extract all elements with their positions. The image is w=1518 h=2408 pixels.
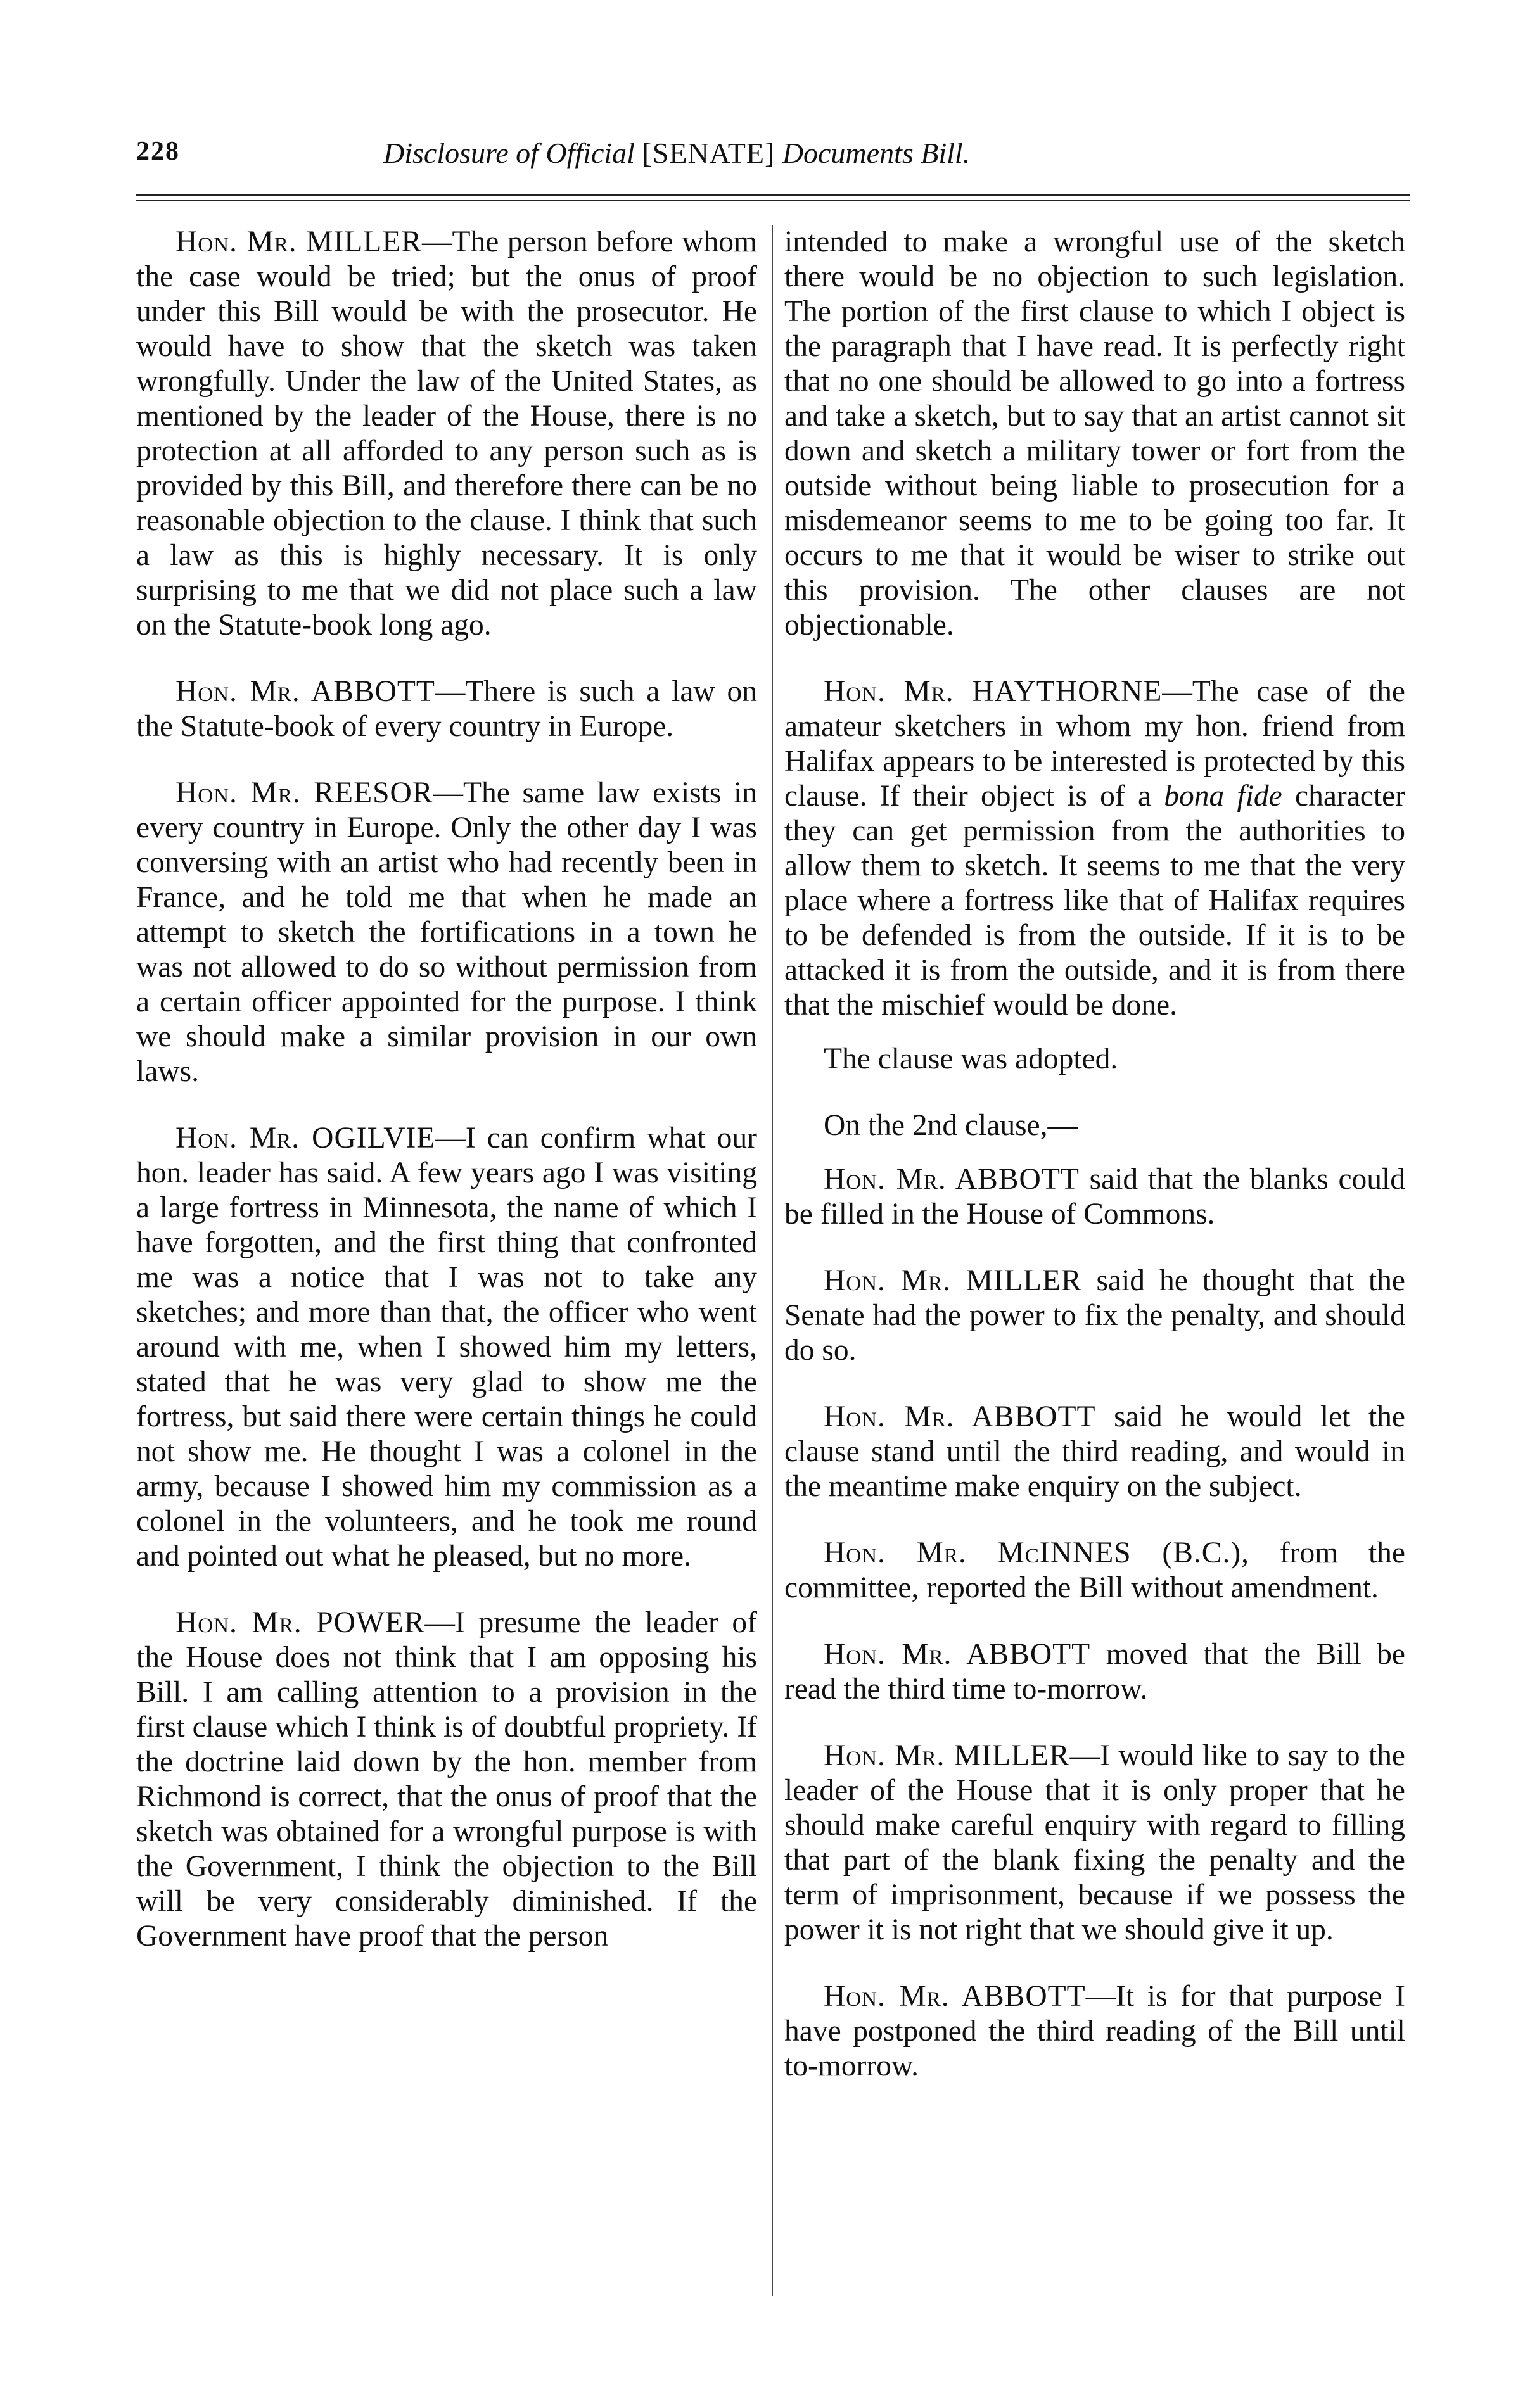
speech-haythorne [784,675,1405,1023]
speech-text: —The case of the amateur sketchers in whom my hon. friend from Halifax appears to be interested is protected by this clause. If their object is of a [784,675,1405,813]
header-rule-top [136,194,1410,196]
header-rule-bottom [136,200,1410,201]
speaker-name: Hon. Mr. OGILVIE [175,1122,436,1155]
page-number: 228 [136,137,180,166]
title-after: Documents Bill. [782,137,971,169]
speech-text: —The same law exists in every country in Europe. Only the other day I was conversing with an artist who had recently been in France, and he told me that when he made an attempt to sketch the fortifications in a town he was not allowed to do so without permission from a certain officer appointed for the purpose. I think we should make a similar provision in our own laws. [136,776,757,1088]
speech-text: from the committee, reported the Bill without amendment. [784,1537,1405,1604]
speaker-name: Hon. Mr. MILLER [824,1739,1070,1772]
speaker-name: Hon. Mr. HAYTHORNE [824,675,1163,708]
speaker-name: Hon. Mr. McINNES (B.C.), [824,1537,1250,1569]
speaker-name: Hon. Mr. REESOR [175,776,433,809]
speaker-name: Hon. Mr. ABBOTT [824,1163,1080,1196]
speaker-name: Hon. Mr. ABBOTT [824,1400,1096,1433]
speech-text: —It is for that purpose I have postponed the third reading of the Bill until to-morrow. [784,1980,1405,2082]
column-divider [772,225,773,2296]
speech-abbott-enquiry [784,1400,1405,1504]
speech-mcinnes [784,1536,1405,1606]
speech-abbott-postponed [784,1979,1405,2084]
speaker-name: Hon. Mr. ABBOTT [175,675,435,708]
second-clause-heading: On the 2nd clause,— [824,1109,1078,1142]
running-header [136,136,1403,182]
speech-miller-penalty [784,1264,1405,1368]
speech-text: moved that the Bill be read the third time to-morrow. [784,1638,1405,1706]
speech-text: —I would like to say to the leader of the House that it is only proper that he should make careful enquiry with regard to filling that part of the blank fixing the penalty and the term of imprisonment, because if we possess the power it is not right that we should give it up. [784,1739,1405,1946]
speech-abbott-blanks [784,1162,1405,1232]
right-column [784,225,1405,2309]
speech-text: said that the blanks could be filled in the House of Commons. [784,1163,1405,1231]
speech-italic-phrase: bona fide [1164,780,1282,813]
speech-power [136,1606,757,1954]
left-column [136,225,757,2309]
speech-miller [136,225,757,643]
speech-power-continued: intended to make a wrongful use of the sketch there would be no objection to such legislation. The portion of the first clause to which I object is the paragraph that I have read. It is perfectly right that no one should be allowed to go into a fortress and take a sketch, but to say that an artist cannot sit down and sketch a military tower or fort from the outside without being liable to prosecution for a misdemeanor seems to me to be going too far. It occurs to me that it would be wiser to strike out this provision. The other clauses are not objectionable. [784,225,1405,642]
speech-reesor [136,776,757,1089]
speech-ogilvie [136,1121,757,1574]
speech-abbott-third-reading [784,1637,1405,1707]
speaker-name: Hon. Mr. ABBOTT [824,1638,1091,1671]
speech-text: —I can confirm what our hon. leader has said. A few years ago I was visiting a large fortress in Minnesota, the name of which I have forgotten, and the first thing that confronted me was a notice that I was not to take any sketches; and more than that, the officer who went around with me, when I showed him my letters, stated that he was very glad to show me the fortress, but said there were certain things he could not show me. He thought I was a colonel in the army, because I showed him my commission as a colonel in the volunteers, and he took me round and pointed out what he pleased, but no more. [136,1122,757,1573]
speech-text: —I presume the leader of the House does not think that I am opposing his Bill. I am calling attention to a provision in the first clause which I think is of doubtful propriety. If the doctrine laid down by the hon. member from Richmond is correct, that the onus of proof that the sketch was obtained for a wrongful purpose is with the Government, I think the objection to the Bill will be very considerably diminished. If the Government have proof that the person [136,1606,757,1953]
speech-text: —The person before whom the case would be tried; but the onus of proof under this Bill would be with the prosecutor. He would have to show that the sketch was taken wrongfully. Under the law of the United States, as mentioned by the leader of the House, there is no protection at all afforded to any person such as is provided by this Bill, and therefore there can be no reasonable objection to the clause. I think that such a law as this is highly necessary. It is only surprising to me that we did not place such a law on the Statute-book long ago. [136,225,757,642]
speaker-name: Hon. Mr. ABBOTT [824,1980,1086,2013]
title-house: [SENATE] [642,137,775,169]
speech-miller-enquiry [784,1739,1405,1948]
speech-text: said he thought that the Senate had the power to fix the penalty, and should do so. [784,1264,1405,1367]
clause-adopted: The clause was adopted. [824,1042,1118,1075]
running-title [383,136,970,170]
speech-text: character they can get permission from the authorities to allow them to sketch. It seems to me that the very place where a fortress like that of Halifax requires to be defended is from the outside. If it is to be attacked it is from the outside, and it is from there that the mischief would be done. [784,780,1405,1022]
speaker-name: Hon. Mr. MILLER [824,1264,1082,1297]
speech-abbott [136,675,757,744]
speaker-name: Hon. Mr. MILLER [175,225,423,258]
speech-text: said he would let the clause stand until the third reading, and would in the meantime make enquiry on the subject. [784,1400,1405,1503]
speech-text: —There is such a law on the Statute-book of every country in Europe. [136,675,757,743]
title-before: Disclosure of Official [383,137,635,169]
speaker-name: Hon. Mr. POWER [175,1606,425,1639]
